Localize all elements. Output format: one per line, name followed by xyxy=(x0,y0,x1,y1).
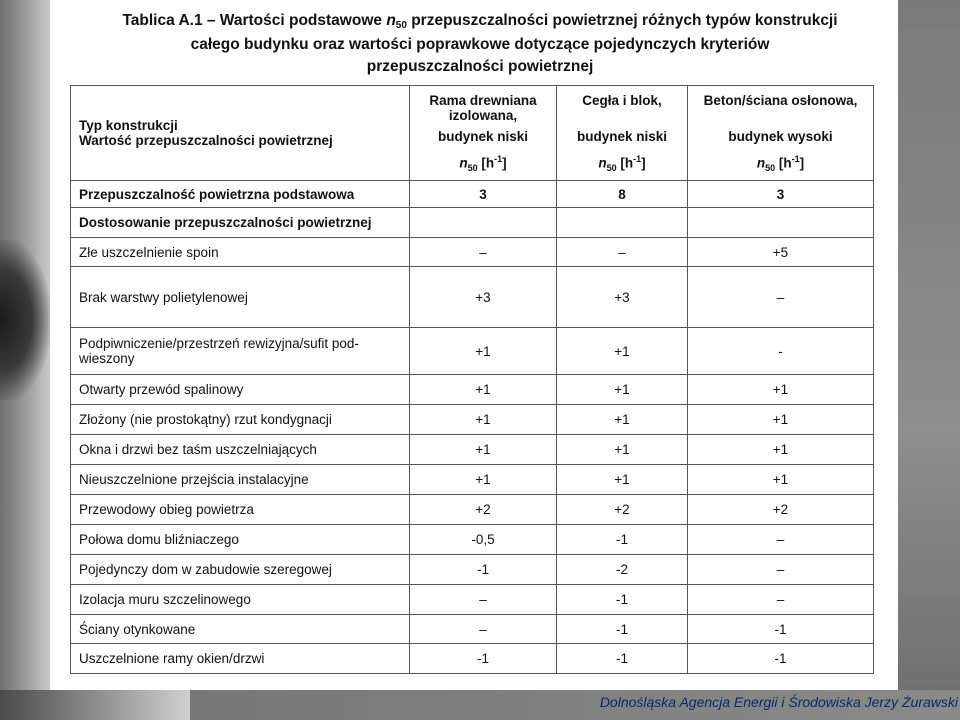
unit-close: ] xyxy=(502,155,507,171)
header-unit xyxy=(696,154,865,173)
row-value-concrete: +2 xyxy=(688,495,874,525)
unit-superscript: -1 xyxy=(494,153,503,164)
background-shadow xyxy=(0,240,50,400)
row-value-concrete: +5 xyxy=(688,238,874,267)
table-row xyxy=(71,525,874,555)
table-row xyxy=(71,585,874,615)
row-value-brick: +1 xyxy=(557,375,688,405)
title-line-2: całego budynku oraz wartości poprawkowe dotyczące pojedynczych kryteriów xyxy=(190,36,770,53)
unit-variable: n xyxy=(756,155,766,171)
unit-superscript: -1 xyxy=(791,153,800,164)
row-label: Uszczelnione ramy okien/drzwi xyxy=(71,644,410,674)
base-value-brick: 8 xyxy=(557,181,688,208)
row-value-brick: -1 xyxy=(557,644,688,674)
row-label: Nieuszczelnione przejścia instalacyjne xyxy=(71,465,410,495)
background-bottom-left xyxy=(0,690,190,720)
header-col-line xyxy=(565,108,679,123)
row-value-brick: – xyxy=(557,238,688,267)
header-col-line: Rama drewniana xyxy=(429,92,537,108)
unit-close: ] xyxy=(799,155,805,171)
header-unit xyxy=(418,154,548,173)
row-value-brick: -1 xyxy=(557,585,688,615)
row-value-concrete: - xyxy=(688,328,874,375)
base-row xyxy=(71,181,874,208)
row-value-concrete: – xyxy=(688,585,874,615)
row-label: Złe uszczelnienie spoin xyxy=(71,238,410,267)
table-row xyxy=(71,405,874,435)
title-text-1: Tablica A.1 – Wartości podstawowe xyxy=(122,12,387,29)
title-line-3: przepuszczalności powietrznej xyxy=(366,58,594,75)
header-col-line: budynek wysoki xyxy=(728,128,833,144)
header-col-brick xyxy=(557,86,688,181)
row-label: Przewodowy obieg powietrza xyxy=(71,495,410,525)
unit-variable: n xyxy=(598,155,607,171)
row-label: Ściany otynkowane xyxy=(71,615,410,644)
table-row xyxy=(71,267,874,328)
row-value-timber: +3 xyxy=(410,267,557,328)
unit-text: [h xyxy=(616,155,634,171)
row-value-timber: +1 xyxy=(410,435,557,465)
row-value-timber: -0,5 xyxy=(410,525,557,555)
header-col-line: budynek niski xyxy=(437,128,529,144)
table-row xyxy=(71,465,874,495)
row-value-brick: +1 xyxy=(557,328,688,375)
row-label: Podpiwniczenie/przestrzeń rewizyjna/sufit pod-wieszony xyxy=(71,328,410,375)
row-value-brick: +2 xyxy=(557,495,688,525)
row-value-timber: -1 xyxy=(410,555,557,585)
table-row xyxy=(71,435,874,465)
unit-subscript: 50 xyxy=(606,163,617,174)
row-value-concrete: – xyxy=(688,555,874,585)
row-value-timber: – xyxy=(410,585,557,615)
row-value-timber: – xyxy=(410,238,557,267)
row-value-concrete: – xyxy=(688,525,874,555)
document-page xyxy=(50,0,898,690)
header-col-concrete xyxy=(688,86,874,181)
row-value-timber: +1 xyxy=(410,405,557,435)
title-line-1 xyxy=(90,10,870,34)
background-right-strip xyxy=(898,0,960,720)
row-value-brick: +3 xyxy=(557,267,688,328)
section-row xyxy=(71,208,874,238)
row-value-timber: +1 xyxy=(410,328,557,375)
row-value-concrete: +1 xyxy=(688,435,874,465)
row-value-concrete: -1 xyxy=(688,615,874,644)
header-permeability-value: Wartość przepuszczalności powietrznej xyxy=(79,133,333,148)
row-value-timber: +2 xyxy=(410,495,557,525)
header-unit xyxy=(565,154,679,173)
table-row xyxy=(71,375,874,405)
row-value-concrete: +1 xyxy=(688,405,874,435)
empty-cell xyxy=(688,208,874,238)
row-value-brick: -2 xyxy=(557,555,688,585)
empty-cell xyxy=(410,208,557,238)
air-permeability-table xyxy=(70,85,874,674)
row-value-concrete: -1 xyxy=(688,644,874,674)
row-label: Izolacja muru szczelinowego xyxy=(71,585,410,615)
row-label: Złożony (nie prostokątny) rzut kondygnacji xyxy=(71,405,410,435)
row-value-brick: +1 xyxy=(557,405,688,435)
header-col-timber xyxy=(410,86,557,181)
title-text-2: przepuszczalności powietrznej różnych typów konstrukcji xyxy=(406,12,838,29)
header-col-line: izolowana, xyxy=(448,107,518,123)
row-value-concrete: +1 xyxy=(688,465,874,495)
base-value-timber: 3 xyxy=(410,181,557,208)
footer-credit: Dolnośląska Agencja Energii i Środowiska Jerzy Żurawski xyxy=(599,694,958,710)
row-value-brick: -1 xyxy=(557,525,688,555)
unit-subscript: 50 xyxy=(765,163,776,174)
table-row xyxy=(71,238,874,267)
unit-close: ] xyxy=(641,155,646,171)
row-value-timber: +1 xyxy=(410,465,557,495)
base-value-concrete: 3 xyxy=(688,181,874,208)
header-col-line: Beton/ściana osłonowa, xyxy=(703,92,858,108)
row-value-brick: +1 xyxy=(557,435,688,465)
row-label: Otwarty przewód spalinowy xyxy=(71,375,410,405)
row-value-brick: -1 xyxy=(557,615,688,644)
unit-text: [h xyxy=(775,155,792,171)
header-construction-type: Typ konstrukcji xyxy=(79,118,178,133)
row-value-brick: +1 xyxy=(557,465,688,495)
title-variable: n xyxy=(386,12,396,29)
unit-text: [h xyxy=(477,155,495,171)
row-label: Brak warstwy polietylenowej xyxy=(71,267,410,328)
unit-subscript: 50 xyxy=(467,163,478,174)
base-row-label: Przepuszczalność powietrzna podstawowa xyxy=(71,181,410,208)
unit-superscript: -1 xyxy=(633,153,642,164)
header-row xyxy=(71,86,874,181)
table-row xyxy=(71,495,874,525)
row-value-concrete: – xyxy=(688,267,874,328)
empty-cell xyxy=(557,208,688,238)
background-left-strip xyxy=(0,0,50,720)
header-col-line xyxy=(696,108,865,123)
unit-variable: n xyxy=(459,155,468,171)
header-label-cell xyxy=(71,86,410,181)
table-row xyxy=(71,615,874,644)
table-row xyxy=(71,644,874,674)
row-label: Pojedynczy dom w zabudowie szeregowej xyxy=(71,555,410,585)
row-value-timber: – xyxy=(410,615,557,644)
header-col-line: budynek niski xyxy=(576,128,668,144)
table-row xyxy=(71,328,874,375)
row-value-concrete: +1 xyxy=(688,375,874,405)
header-col-line: Cegła i blok, xyxy=(582,92,662,108)
table-row xyxy=(71,555,874,585)
row-label: Okna i drzwi bez taśm uszczelniających xyxy=(71,435,410,465)
table-title xyxy=(90,10,870,78)
title-variable-subscript: 50 xyxy=(395,20,407,31)
section-label: Dostosowanie przepuszczalności powietrznej xyxy=(71,208,410,238)
row-label: Połowa domu bliźniaczego xyxy=(71,525,410,555)
row-value-timber: +1 xyxy=(410,375,557,405)
row-value-timber: -1 xyxy=(410,644,557,674)
